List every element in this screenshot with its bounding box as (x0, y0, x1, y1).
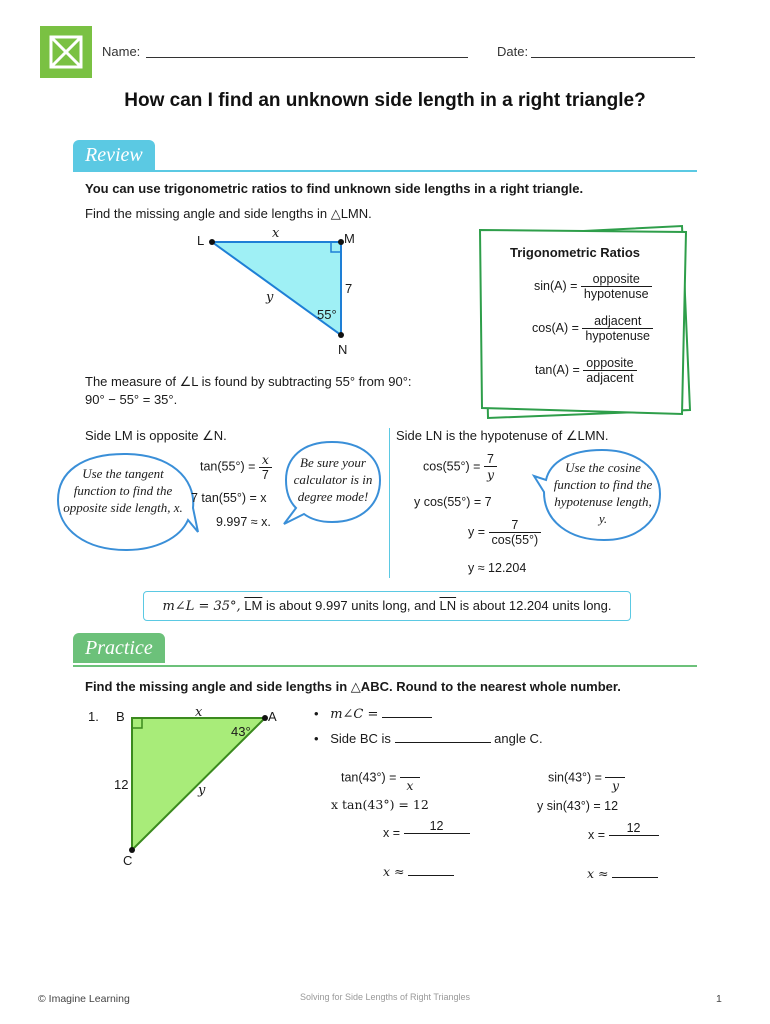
page-title: How can I find an unknown side length in a right triangle? (124, 90, 646, 111)
angle-n-label: 55° (317, 307, 337, 322)
practice-tan-eq-1-fraction (400, 763, 420, 793)
right-eq-3-denominator: cos(55°) (491, 533, 539, 547)
left-eq-2: 7 tan(55°) = x (191, 491, 267, 505)
practice-tan-eq-1 (341, 763, 420, 793)
practice-sin-eq-3-denominator[interactable] (609, 836, 659, 850)
practice-tan-eq-3-fraction (404, 819, 470, 848)
label-c: C (123, 853, 133, 868)
footer-copyright: © Imagine Learning (38, 993, 130, 1005)
cosine-bubble: Use the cosine function to find the hypotenuse length, y. (553, 460, 653, 526)
review-summary (143, 591, 631, 621)
practice-tan-eq-4 (383, 864, 454, 879)
practice-sin-eq-4-lhs: x ≈ (587, 866, 609, 881)
right-eq-1-lhs: cos(55°) = (423, 459, 481, 474)
practice-sin-eq-3-fraction (609, 821, 659, 850)
bullet-angle-c (314, 706, 432, 722)
practice-tan-answer-blank[interactable] (408, 875, 454, 876)
practice-tan-eq-1-numerator[interactable] (400, 763, 420, 778)
side-mn-label: 7 (345, 281, 353, 296)
left-eq-1-lhs: tan(55°) = (200, 459, 256, 474)
brand-logo (40, 26, 92, 78)
practice-sin-eq-2: y sin(43°) = 12 (537, 799, 619, 813)
right-eq-1-numerator: 7 (484, 452, 497, 467)
side-ac-label: y (198, 783, 206, 798)
left-heading: Side LM is opposite ∠N. (85, 428, 227, 443)
right-eq-3-lhs: y = (468, 524, 486, 539)
practice-tan-eq-1-denominator: x (406, 778, 414, 793)
practice-intro: Find the missing angle and side lengths in △ABC. Round to the nearest whole number. (85, 679, 621, 694)
tan-numerator: opposite (583, 356, 636, 371)
name-label: Name: (102, 44, 141, 59)
cos-ratio (532, 314, 653, 343)
calculator-bubble: Be sure your calculator is in degree mode! (293, 455, 373, 504)
right-eq-1-denominator: y (486, 467, 494, 482)
trig-card-title: Trigonometric Ratios (510, 245, 641, 260)
tan-lhs: tan(A) = (535, 362, 580, 377)
right-eq-1 (423, 452, 497, 482)
footer-page-number: 1 (716, 993, 722, 1005)
practice-sin-eq-3 (588, 821, 659, 850)
practice-tan-eq-2: x tan(43°) = 12 (331, 797, 429, 812)
triangle-lmn-diagram (190, 225, 370, 360)
left-eq-1-numerator: x (259, 452, 272, 468)
tan-denominator: adjacent (586, 371, 634, 385)
practice-divider (73, 665, 697, 667)
practice-sin-eq-1-denominator: y (611, 778, 619, 793)
practice-tan-eq-3-lhs: x = (383, 825, 401, 840)
practice-sin-eq-4 (587, 866, 658, 881)
sin-lhs: sin(A) = (534, 278, 578, 293)
practice-tan-eq-4-lhs: x ≈ (383, 864, 405, 879)
left-eq-1-denominator: 7 (261, 468, 269, 482)
summary-part-1: m∠L = 35°, (162, 599, 241, 614)
bullet-side-bc (314, 731, 543, 746)
practice-sin-eq-1-numerator[interactable] (605, 763, 625, 778)
review-intro: You can use trigonometric ratios to find unknown side lengths in a right triangle. (85, 181, 584, 196)
summary-part-3: is about 12.204 units long. (459, 598, 612, 613)
column-divider (389, 428, 390, 578)
side-bc-prompt-b: angle C. (494, 731, 543, 746)
label-n: N (338, 342, 348, 357)
practice-sin-eq-1 (548, 763, 625, 793)
angle-c-prompt: m∠C = (330, 707, 379, 722)
date-label: Date: (497, 44, 529, 59)
right-eq-3-numerator: 7 (489, 518, 542, 533)
right-eq-1-fraction (484, 452, 497, 482)
sin-numerator: opposite (581, 272, 652, 287)
summary-segment-ln: $\overline{LN}$ (439, 598, 457, 613)
label-m: M (344, 231, 355, 246)
left-eq-3: 9.997 ≈ x. (216, 515, 271, 529)
right-eq-4: y ≈ 12.204 (468, 561, 527, 575)
practice-tan-eq-3-numerator: 12 (404, 819, 470, 834)
date-field[interactable] (531, 56, 695, 58)
label-b: B (116, 709, 125, 724)
angle-c-answer-blank[interactable] (382, 717, 432, 718)
practice-sin-answer-blank[interactable] (612, 877, 658, 878)
practice-tan-eq-3 (383, 819, 470, 848)
vertex-l (209, 239, 215, 245)
side-bc-relation-blank[interactable] (395, 742, 491, 743)
practice-tan-eq-1-lhs: tan(43°) = (341, 770, 397, 785)
summary-segment-lm: $\overline{LM}$ (244, 598, 263, 613)
cos-fraction (582, 314, 653, 343)
side-ln-label: y (266, 290, 274, 305)
left-eq-1-fraction (259, 452, 272, 482)
practice-sin-eq-1-fraction (605, 763, 625, 793)
side-ab-label: x (195, 705, 203, 720)
label-a: A (268, 709, 277, 724)
tan-ratio (535, 356, 637, 385)
tan-fraction (583, 356, 636, 385)
label-l: L (197, 233, 205, 248)
review-divider (73, 170, 697, 172)
cos-denominator: hypotenuse (585, 329, 651, 343)
left-eq-1 (200, 452, 272, 482)
cos-numerator: adjacent (582, 314, 653, 329)
side-bc-label: 12 (114, 777, 129, 792)
sin-denominator: hypotenuse (583, 287, 649, 301)
review-tab: Review (73, 140, 155, 170)
angle-explanation-2: 90° − 55° = 35°. (85, 392, 178, 407)
side-lm-label: x (272, 226, 280, 241)
problem-number: 1. (88, 709, 99, 724)
angle-a-label: 43° (231, 724, 251, 739)
practice-sin-eq-3-numerator: 12 (609, 821, 659, 836)
summary-part-2: is about 9.997 units long, and (265, 598, 436, 613)
side-bc-prompt-a: Side BC is (330, 731, 391, 746)
practice-sin-eq-1-lhs: sin(43°) = (548, 770, 602, 785)
practice-tab: Practice (73, 633, 165, 663)
right-eq-2: y cos(55°) = 7 (414, 495, 492, 509)
practice-sin-eq-3-lhs: x = (588, 827, 606, 842)
cos-lhs: cos(A) = (532, 320, 579, 335)
sin-fraction (581, 272, 652, 301)
right-heading: Side LN is the hypotenuse of ∠LMN. (396, 428, 609, 443)
name-field[interactable] (146, 56, 468, 58)
logo-icon (40, 26, 92, 78)
angle-explanation-1: The measure of ∠L is found by subtracting 55° from 90°: (85, 374, 412, 389)
tangent-bubble: Use the tangent function to find the opposite side length, x. (63, 466, 183, 515)
practice-tan-eq-3-denominator[interactable] (404, 834, 470, 848)
review-task: Find the missing angle and side lengths in △LMN. (85, 206, 372, 221)
footer-doc-title: Solving for Side Lengths of Right Triangles (299, 992, 471, 1002)
sin-ratio (534, 272, 652, 301)
vertex-n (338, 332, 344, 338)
